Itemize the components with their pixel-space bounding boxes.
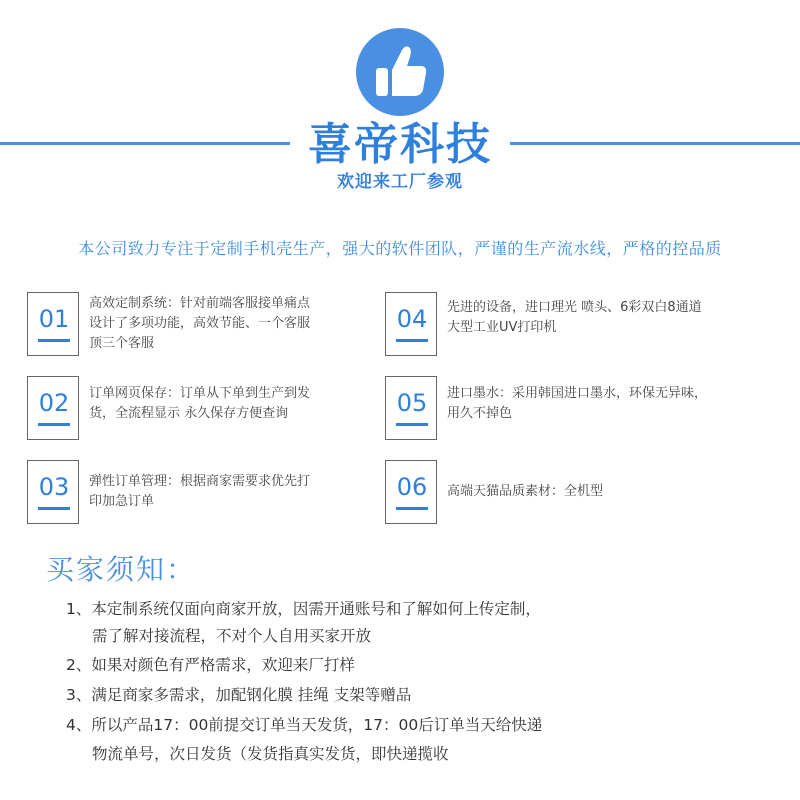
- notice-line: 3、满足商家多需求，加配钢化膜 挂绳 支架等赠品: [66, 686, 412, 704]
- notice-line: 需了解对接流程，不对个人自用买家开放: [92, 627, 372, 645]
- feature-number-box: [385, 460, 437, 524]
- header-divider-right: [510, 142, 800, 145]
- feature-line: 高端天猫品质素材：全机型: [447, 484, 604, 499]
- feature-line: 大型工业UV打印机: [447, 320, 557, 335]
- feature-number: 02: [38, 389, 70, 417]
- feature-item-04: [385, 292, 755, 360]
- feature-line: 设计了多项功能，高效节能、一个客服: [89, 316, 311, 331]
- feature-line: 高效定制系统：针对前端客服接单痛点: [89, 296, 311, 311]
- feature-number-underline: [396, 507, 428, 510]
- feature-number-underline: [38, 507, 70, 510]
- feature-description: [447, 298, 747, 338]
- notice-line: 4、所以产品17：00前提交订单当天发货，17：00后订单当天给快递: [66, 716, 543, 734]
- feature-item-05: [385, 376, 755, 444]
- notice-title: 买家须知：: [46, 553, 197, 586]
- feature-number-box: [27, 376, 79, 440]
- brand-title: 喜帝科技: [308, 119, 492, 170]
- thumbs-up-icon: [356, 28, 444, 116]
- feature-line: 弹性订单管理：根据商家需要求优先打: [89, 474, 311, 489]
- feature-line: 货，全流程显示 永久保存方便查询: [89, 406, 289, 421]
- feature-number-box: [27, 292, 79, 356]
- feature-number: 01: [38, 305, 70, 333]
- header-divider-left: [0, 142, 290, 145]
- feature-number: 05: [396, 389, 428, 417]
- feature-item-02: [27, 376, 397, 444]
- thumbs-up-logo: [356, 28, 444, 116]
- feature-line: 订单网页保存：订单从下单到生产到发: [89, 386, 311, 401]
- feature-item-03: [27, 460, 397, 528]
- feature-line: 顶三个客服: [89, 336, 155, 351]
- feature-description: [89, 294, 389, 354]
- feature-number-underline: [38, 423, 70, 426]
- feature-number: 04: [396, 305, 428, 333]
- brand-subtitle: 欢迎来工厂参观: [337, 172, 463, 192]
- notice-line: 物流单号，次日发货（发货指真实发货，即快递揽收: [92, 745, 449, 763]
- intro-text: 本公司致力专注于定制手机壳生产，强大的软件团队，严谨的生产流水线，严格的控品质: [78, 239, 722, 258]
- feature-description: [89, 384, 389, 424]
- feature-line: 用久不掉色: [447, 406, 513, 421]
- feature-number-underline: [396, 423, 428, 426]
- feature-description: [447, 384, 747, 424]
- feature-description: [447, 482, 747, 502]
- feature-number: 03: [38, 473, 70, 501]
- feature-line: 先进的设备，进口理光 喷头、6彩双白8通道: [447, 300, 702, 315]
- feature-description: [89, 472, 389, 512]
- feature-number-underline: [396, 339, 428, 342]
- feature-line: 进口墨水：采用韩国进口墨水，环保无异味，: [447, 386, 708, 401]
- feature-number: 06: [396, 473, 428, 501]
- feature-number-box: [385, 376, 437, 440]
- feature-number-box: [27, 460, 79, 524]
- feature-item-06: [385, 460, 755, 528]
- feature-item-01: [27, 292, 397, 360]
- notice-line: 1、本定制系统仅面向商家开放，因需开通账号和了解如何上传定制，: [66, 600, 541, 618]
- feature-line: 印加急订单: [89, 494, 155, 509]
- notice-line: 2、如果对颜色有严格需求，欢迎来厂打样: [66, 656, 355, 674]
- feature-number-box: [385, 292, 437, 356]
- feature-number-underline: [38, 339, 70, 342]
